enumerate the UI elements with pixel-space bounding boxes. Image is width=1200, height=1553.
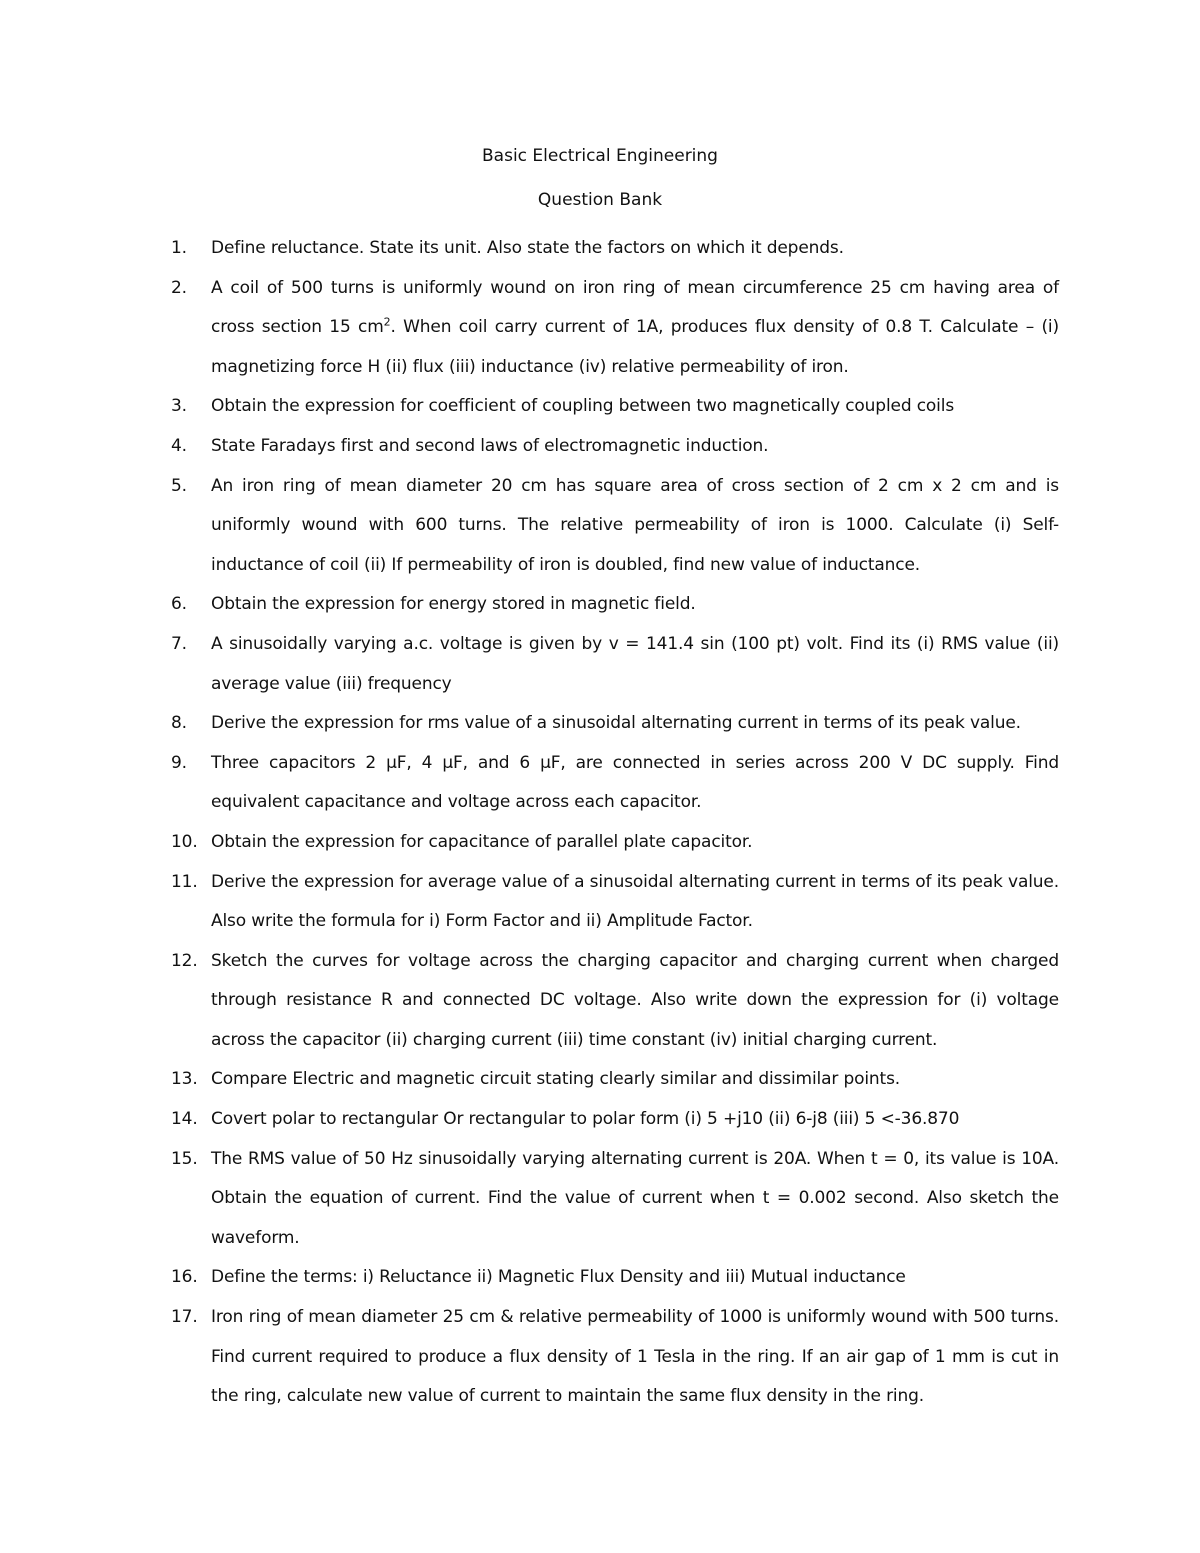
- question-text: The RMS value of 50 Hz sinusoidally varying alternating current is 20A. When t = 0, its value is 10A. Obtain the equation of current. Find the value of current when t = 0.002 second. Also sketch the waveform.: [211, 1148, 1059, 1248]
- question-item: [171, 704, 1059, 744]
- question-number: 2.: [171, 277, 187, 298]
- question-number: 8.: [171, 713, 187, 734]
- question-number: 15.: [171, 1148, 198, 1169]
- question-item: [171, 1258, 1059, 1298]
- question-list: [171, 229, 1059, 1417]
- question-text: Sketch the curves for voltage across the charging capacitor and charging current when charged through resistance R and connected DC voltage. Also write down the expression for (i) voltage across the capacitor (ii) charging current (iii) time constant (iv) initial charging current.: [211, 950, 1059, 1050]
- question-item: [171, 1140, 1059, 1259]
- question-text: Define reluctance. State its unit. Also state the factors on which it depends.: [211, 238, 844, 258]
- question-number: 11.: [171, 871, 198, 892]
- question-item: [171, 467, 1059, 586]
- question-number: 14.: [171, 1109, 198, 1130]
- question-text: Define the terms: i) Reluctance ii) Magnetic Flux Density and iii) Mutual inductance: [211, 1267, 906, 1288]
- question-text: A sinusoidally varying a.c. voltage is given by v = 141.4 sin (100 pt) volt. Find its (i) RMS value (ii) average value (iii) frequency: [211, 633, 1059, 694]
- question-text: A coil of 500 turns is uniformly wound on iron ring of mean circumference 25 cm having area of cross section 15 cm: [211, 277, 1059, 338]
- question-text: Obtain the expression for energy stored in magnetic field.: [211, 594, 696, 615]
- question-item: [171, 1298, 1059, 1417]
- question-text: Obtain the expression for capacitance of parallel plate capacitor.: [211, 831, 753, 852]
- question-number: 16.: [171, 1267, 198, 1288]
- question-item: [171, 229, 1059, 269]
- superscript: 2: [383, 315, 391, 329]
- question-item: [171, 942, 1059, 1061]
- question-number: 9.: [171, 752, 187, 773]
- question-item: [171, 744, 1059, 823]
- question-number: 5.: [171, 475, 187, 496]
- question-item: [171, 427, 1059, 467]
- question-text: Derive the expression for average value of a sinusoidal alternating current in terms of its peak value. Also write the formula for i) Form Factor and ii) Amplitude Factor.: [211, 871, 1059, 932]
- question-item: [171, 823, 1059, 863]
- question-number: 17.: [171, 1307, 198, 1328]
- question-text: Iron ring of mean diameter 25 cm & relative permeability of 1000 is uniformly wound with 500 turns. Find current required to produce a flux density of 1 Tesla in the ring. If an air gap of 1 mm is cut in the ring, calculate new value of current to maintain the same flux density in the ring.: [211, 1307, 1059, 1407]
- question-number: 12.: [171, 950, 198, 971]
- question-text: Three capacitors 2 µF, 4 µF, and 6 µF, are connected in series across 200 V DC supply. Find equivalent capacitance and voltage across each capacitor.: [211, 752, 1059, 813]
- question-number: 3.: [171, 396, 187, 417]
- question-number: 6.: [171, 594, 187, 615]
- question-text: Compare Electric and magnetic circuit stating clearly similar and dissimilar points.: [211, 1069, 901, 1090]
- question-item: [171, 1100, 1059, 1140]
- question-number: 1.: [171, 238, 187, 258]
- question-item: [171, 863, 1059, 942]
- question-number: 4.: [171, 435, 187, 456]
- question-text: Obtain the expression for coefficient of coupling between two magnetically coupled coils: [211, 396, 955, 417]
- document-subtitle: Question Bank: [537, 190, 663, 210]
- question-number: 13.: [171, 1069, 198, 1090]
- question-item: [171, 387, 1059, 427]
- question-number: 7.: [171, 633, 187, 654]
- question-number: 10.: [171, 831, 198, 852]
- question-item: [171, 585, 1059, 625]
- question-item: [171, 269, 1059, 388]
- question-text: An iron ring of mean diameter 20 cm has square area of cross section of 2 cm x 2 cm and is uniformly wound with 600 turns. The relative permeability of iron is 1000. Calculate (i) Self-inductance of coil (ii) If permeability of iron is doubled, find new value of inductance.: [211, 475, 1059, 575]
- question-text: State Faradays first and second laws of electromagnetic induction.: [211, 435, 769, 456]
- question-item: [171, 625, 1059, 704]
- question-item: [171, 1060, 1059, 1100]
- question-text: Covert polar to rectangular Or rectangular to polar form (i) 5 +j10 (ii) 6-j8 (iii) 5 <-36.870: [211, 1109, 960, 1130]
- document-title: Basic Electrical Engineering: [482, 146, 718, 166]
- question-text: Derive the expression for rms value of a sinusoidal alternating current in terms of its peak value.: [211, 713, 1021, 734]
- question-text-continued: . When coil carry current of 1A, produces flux density of 0.8 T. Calculate – (i) magnetizing force H (ii) flux (iii) inductance (iv) relative permeability of iron.: [211, 317, 1059, 377]
